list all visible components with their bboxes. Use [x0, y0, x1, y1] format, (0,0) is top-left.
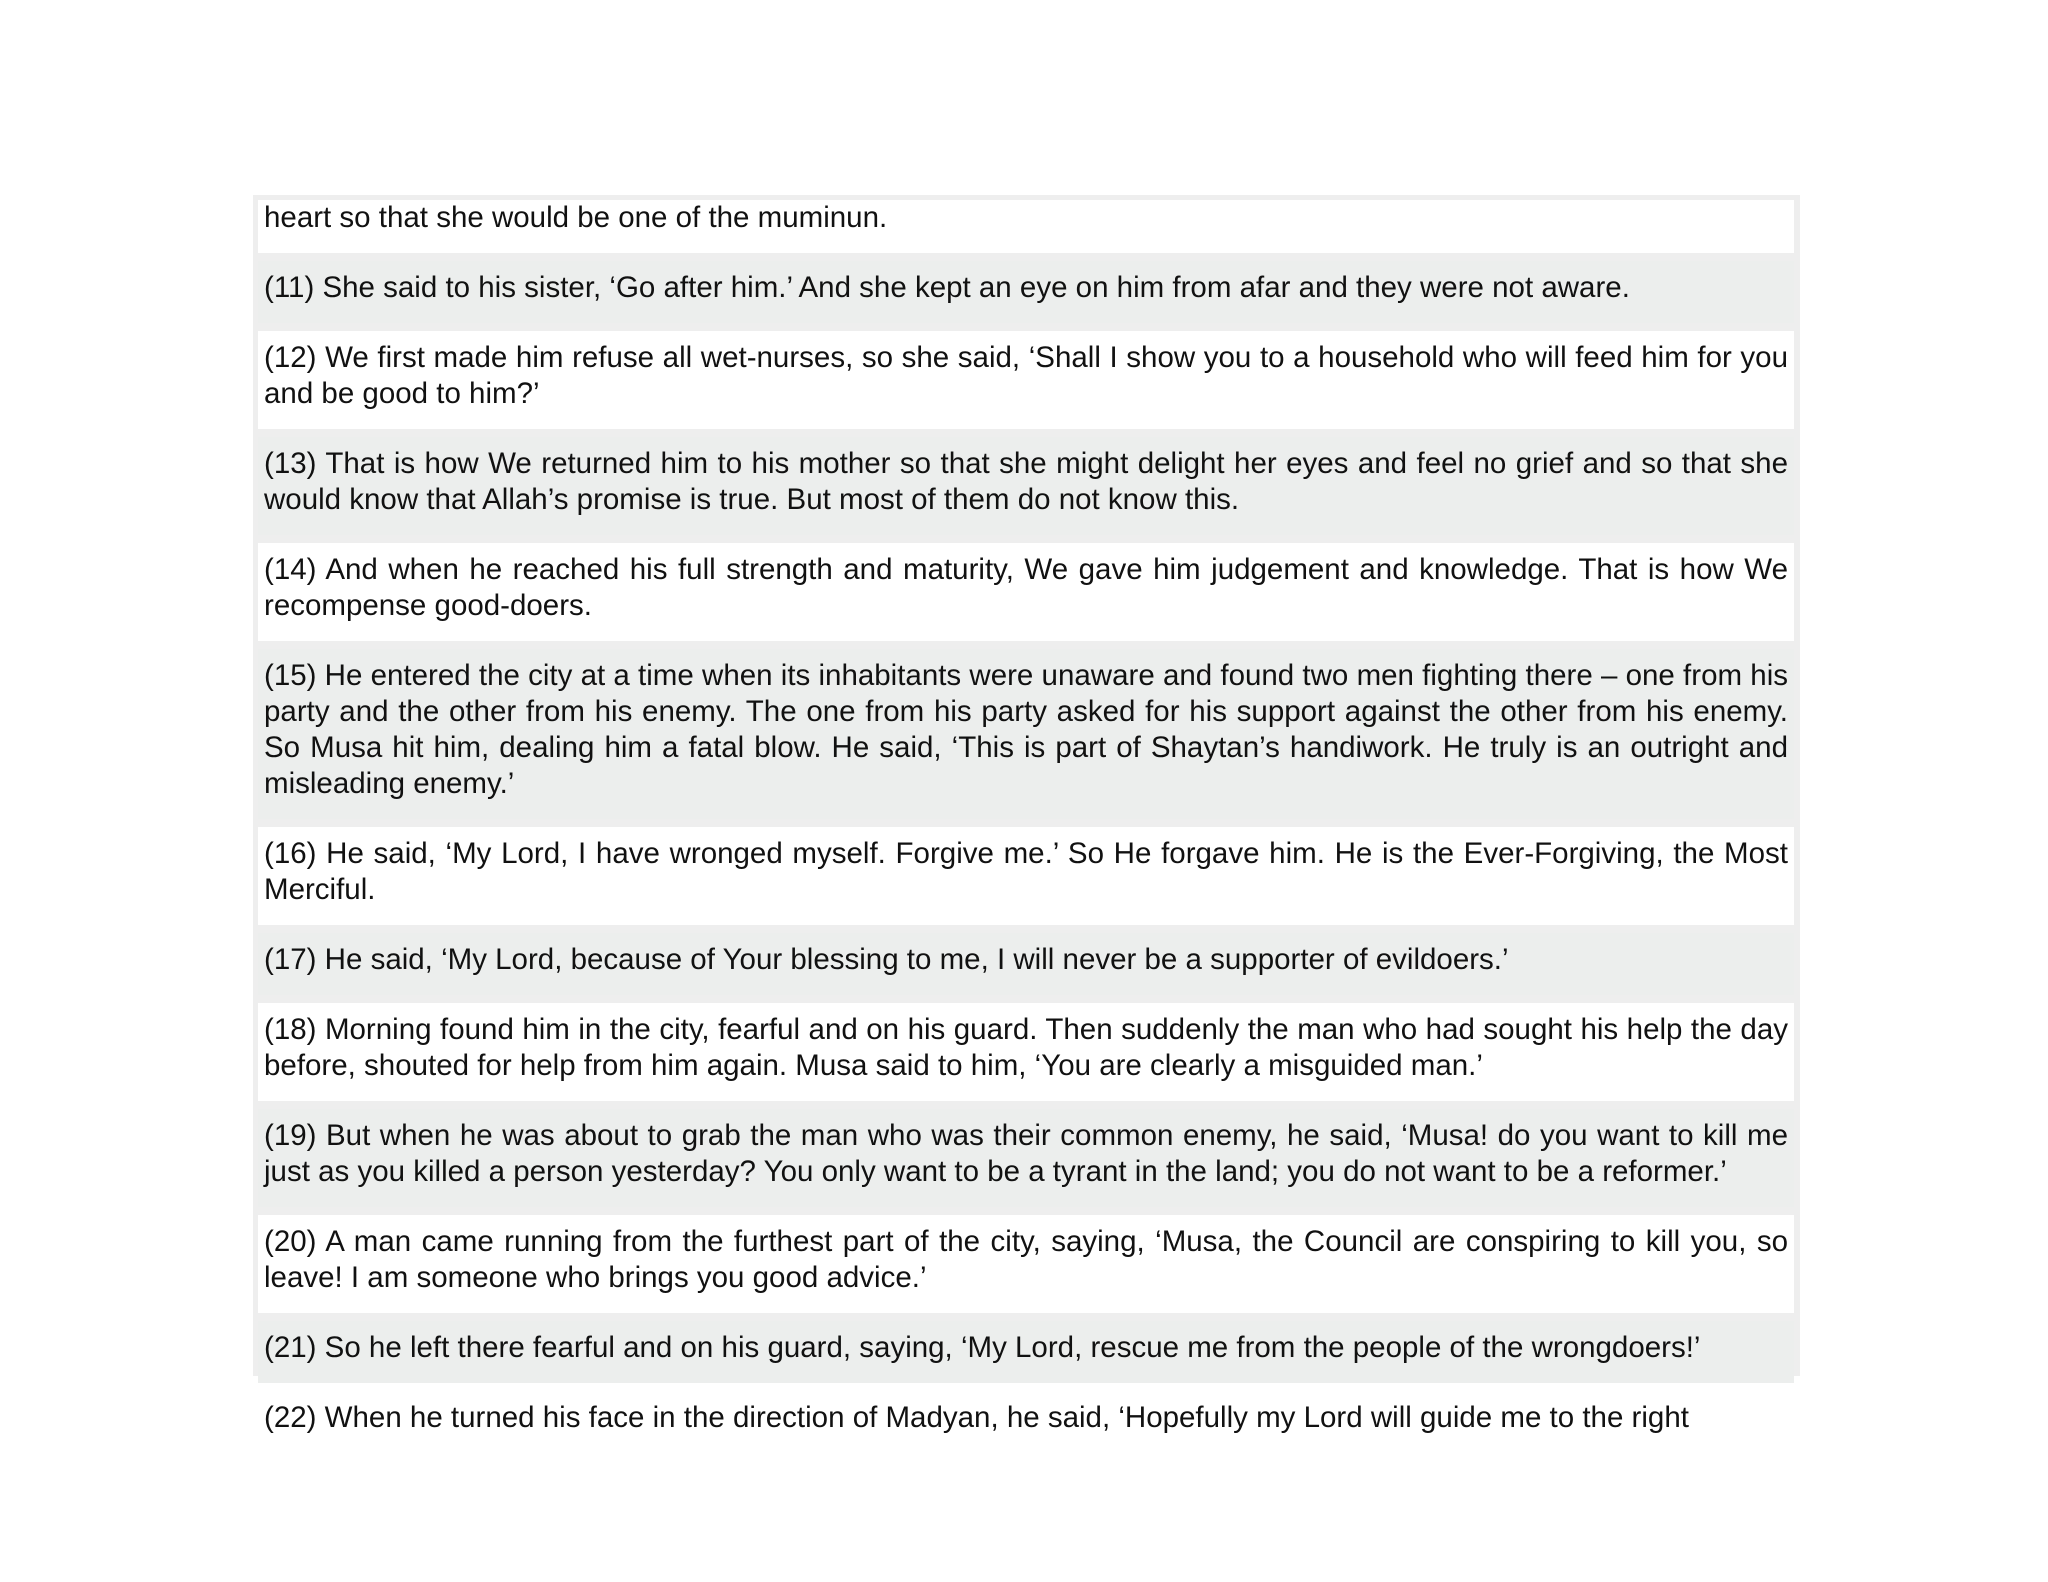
verse-paragraph: (17) He said, ‘My Lord, because of Your blessing to me, I will never be a supporter of evildoers.’: [258, 933, 1794, 995]
verse-paragraph: (21) So he left there fearful and on his guard, saying, ‘My Lord, rescue me from the people of the wrongdoers!’: [258, 1321, 1794, 1383]
verse-paragraph: (13) That is how We returned him to his mother so that she might delight her eyes and feel no grief and so that she would know that Allah’s promise is true. But most of them do not know this.: [258, 437, 1794, 535]
verse-list: [258, 200, 1794, 1444]
verse-paragraph: (12) We first made him refuse all wet-nurses, so she said, ‘Shall I show you to a household who will feed him for you and be good to him?’: [258, 331, 1794, 429]
verse-paragraph: (16) He said, ‘My Lord, I have wronged myself. Forgive me.’ So He forgave him. He is the Ever-Forgiving, the Most Merciful.: [258, 827, 1794, 925]
verse-paragraph: (18) Morning found him in the city, fearful and on his guard. Then suddenly the man who had sought his help the day before, shouted for help from him again. Musa said to him, ‘You are clearly a misguided man.’: [258, 1003, 1794, 1101]
text-frame: [253, 195, 1800, 1434]
verse-paragraph: heart so that she would be one of the muminun.: [258, 200, 1794, 253]
verse-paragraph: (11) She said to his sister, ‘Go after him.’ And she kept an eye on him from afar and they were not aware.: [258, 261, 1794, 323]
verse-paragraph: (20) A man came running from the furthest part of the city, saying, ‘Musa, the Council are conspiring to kill you, so leave! I am someone who brings you good advice.’: [258, 1215, 1794, 1313]
verse-paragraph: (19) But when he was about to grab the man who was their common enemy, he said, ‘Musa! do you want to kill me just as you killed a person yesterday? You only want to be a tyrant in the land; you do not want to be a reformer.’: [258, 1109, 1794, 1207]
verse-paragraph: (22) When he turned his face in the direction of Madyan, he said, ‘Hopefully my Lord will guide me to the right: [258, 1391, 1794, 1436]
verse-paragraph: (15) He entered the city at a time when its inhabitants were unaware and found two men fighting there – one from his party and the other from his enemy. The one from his party asked for his support against the other from his enemy. So Musa hit him, dealing him a fatal blow. He said, ‘This is part of Shaytan’s handiwork. He truly is an outright and misleading enemy.’: [258, 649, 1794, 819]
verse-paragraph: (14) And when he reached his full strength and maturity, We gave him judgement and knowledge. That is how We recompense good-doers.: [258, 543, 1794, 641]
